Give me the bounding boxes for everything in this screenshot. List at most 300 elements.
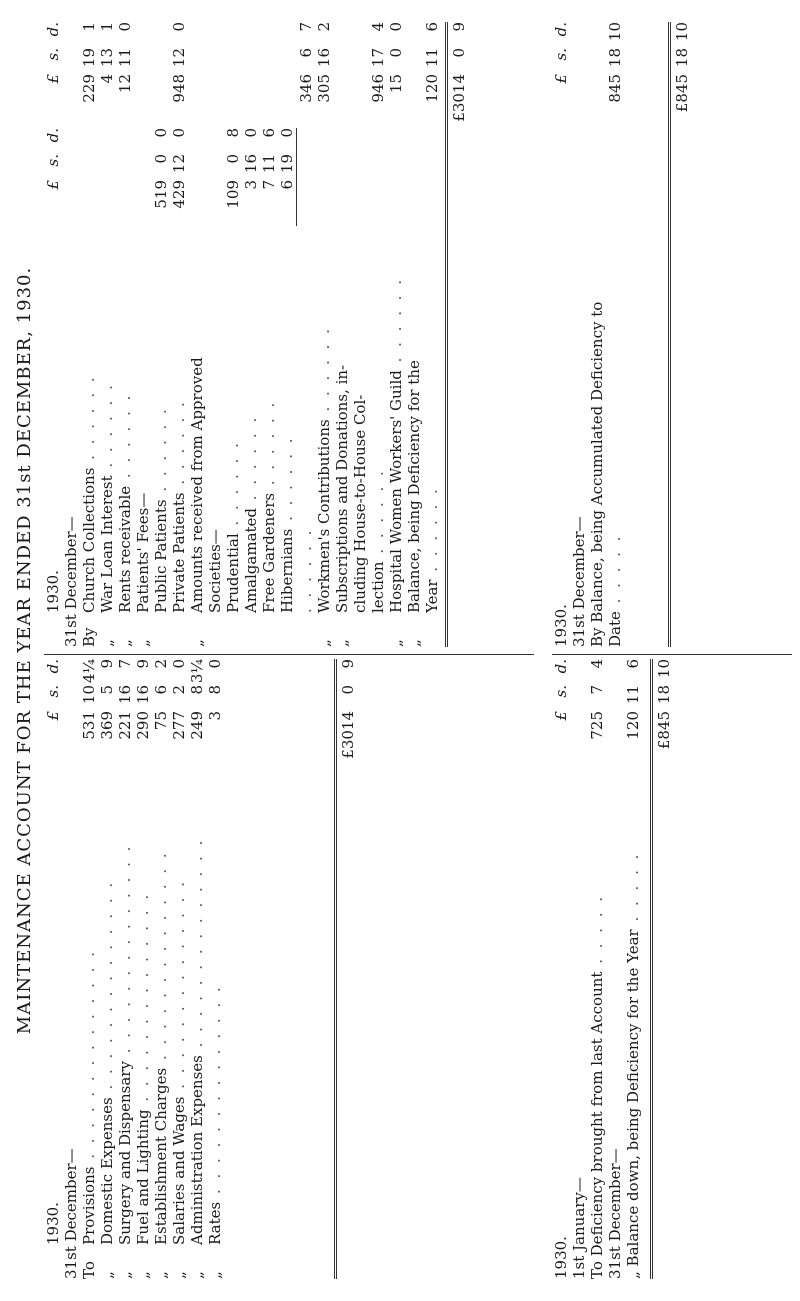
row-label: To Deficiency brought from last Account . . . . . [588,893,606,1279]
row-pounds [606,711,624,757]
row-label: Administration Expenses . . . . . . . . . . . . . . [188,837,206,1245]
expenditure-year: 1930. [44,1202,62,1245]
row-label-text: Societies— [206,529,224,613]
row-label-text: By Balance, being Accumulated Deficiency to [588,301,606,647]
row-sub-pence [333,128,351,154]
row-sub-shillings: 0 [152,154,170,164]
row-label: Private Patients . . . . . . [170,399,188,613]
income-row [224,22,242,647]
income-row [116,22,134,647]
row-label-text: Salaries and Wages [170,1096,188,1245]
row-prefix: „ [98,1271,116,1279]
row-pence [333,22,351,48]
row-label [606,757,624,1279]
row-pence: 4 [368,22,387,32]
deficiency-row [606,22,624,647]
row-shillings [570,685,588,711]
row-pounds [405,74,423,120]
row-prefix [224,613,242,647]
row-sub-pounds [351,180,369,226]
row-shillings [606,685,624,711]
row-sub-shillings [98,154,116,180]
expenditure-row [170,659,188,1279]
row-label-text: Amalgamated [242,507,260,613]
row-sub-pounds [98,180,116,226]
row-label: Fuel and Lighting . . . . . . . . . . . . . . [134,891,152,1245]
income-row [423,22,441,647]
expenditure-total-table [334,659,357,1279]
row-label-text: Fuel and Lighting [134,1109,152,1245]
expenditure-row [134,659,152,1279]
income-column [44,22,534,647]
row-prefix: To [80,1261,98,1279]
row-sub-pence [387,128,405,154]
row-pence: 4 [588,659,606,669]
row-pounds: 290 [134,711,152,740]
expenditure-table [44,659,80,1279]
row-shillings: 12 [170,48,188,68]
row-sub-pounds [369,180,387,226]
row-label [570,757,588,1279]
row-shillings [278,48,297,74]
row-sub-pounds: 3 [242,180,260,190]
row-pence: 6 [422,22,441,32]
row-shillings [242,48,260,74]
deficiency-right-total-pounds: £845 [670,74,692,120]
row-shillings: 16 [134,685,152,705]
deficiency-right-col-pence: d. [552,22,570,37]
deficiency-right-total-pence: 10 [670,22,692,48]
row-pounds: 120 [624,711,642,740]
deficiency-right-total-shillings: 18 [670,48,692,74]
income-subcol-pence: d. [44,128,62,143]
deficiency-left-items [570,659,642,1279]
income-year: 1930. [44,570,62,613]
income-row [278,22,297,647]
row-label [405,226,423,613]
row-pounds: 531 [80,711,98,740]
row-prefix: 1st January— [570,1177,588,1279]
income-col-shillings: s. [44,48,62,61]
row-pence [260,22,278,48]
row-label-text: Date [606,611,624,647]
row-sub-pence: 6 [260,128,278,138]
row-sub-pence [98,128,116,154]
row-shillings [206,48,224,74]
row-prefix [242,613,260,647]
row-sub-shillings [351,154,369,180]
row-label-text: Prudential [224,533,242,613]
row-label-text: Public Patients [152,499,170,613]
row-label-text: Balance, being Deficiency for the [404,360,423,613]
row-label-text: To Deficiency brought from last Account [588,971,606,1279]
row-shillings: 17 [368,48,387,68]
income-total-table [445,22,468,647]
row-shillings [351,48,369,74]
expenditure-items [80,659,224,1279]
expenditure-column [44,659,534,1279]
row-sub-pounds: 519 [152,180,170,209]
deficiency-row [588,659,606,1279]
row-label-text: Rates [206,1201,224,1245]
maintenance-account [44,22,534,1279]
deficiency-left-col-pence: d. [552,659,570,674]
income-row [260,22,278,647]
deficiency-row [570,22,588,647]
row-pounds: 277 [170,711,188,740]
row-prefix [297,613,315,647]
row-sub-pounds [206,180,224,226]
row-label [134,226,152,613]
row-pounds [351,74,369,120]
row-label [570,120,588,647]
expenditure-row [206,659,224,1279]
row-prefix: By [80,627,98,647]
row-shillings: 19 [80,48,98,68]
row-pounds [188,74,206,120]
row-label: Workmen's Contributions . . . . . . [314,326,333,613]
row-prefix: „ [624,1271,642,1279]
row-label: . . . . . . [296,527,315,613]
row-label-text: Establishment Charges [152,1067,170,1245]
expenditure-row [80,659,98,1279]
income-row [242,22,260,647]
income-total-shillings: 0 [446,48,468,74]
row-pounds: 221 [116,711,134,740]
deficiency-row [624,659,642,1279]
row-label: Year . . . . . . [422,486,441,613]
row-label-text: Rents receivable [116,485,134,613]
row-pence: 2 [152,659,170,669]
row-prefix [351,613,369,647]
row-pounds [570,711,588,757]
row-pounds: 845 [606,74,624,103]
row-sub-pounds: 6 [278,180,296,190]
deficiency-left-total-pounds: £845 [652,711,674,757]
row-sub-pence: 8 [224,128,242,138]
col-pence: d. [44,659,62,674]
row-pounds [570,74,588,120]
row-label: Surgery and Dispensary . . . . . . . . . . . . . . [116,843,134,1245]
deficiency-left-total-table [650,659,673,1279]
deficiency-row [606,659,624,1279]
income-col-pounds: £ [44,74,62,84]
row-pounds: 369 [98,711,116,740]
row-label [351,226,369,613]
row-pence: 0 [116,22,134,32]
row-prefix: 31st December— [570,516,588,647]
row-label: Provisions . . . . . . . . . . . . . . [80,949,98,1245]
row-sub-pence: 0 [242,128,260,138]
row-label: Hibernians . . . . . . [278,435,296,613]
row-prefix: „ [332,639,351,647]
row-label [588,120,606,647]
row-pounds: 346 [296,74,315,103]
row-pence: 2 [314,22,333,32]
row-shillings [588,48,606,74]
deficiency-left-col-shillings: s. [552,685,570,698]
row-shillings: 0 [386,48,405,58]
row-shillings: 18 [606,48,624,68]
row-prefix: „ [206,1271,224,1279]
row-shillings [405,48,423,74]
income-row [387,22,405,647]
row-prefix: „ [188,1271,206,1279]
row-label: Domestic Expenses . . . . . . . . . . . . . . [98,879,116,1245]
deficiency-right-column [552,22,792,647]
row-sub-pounds [405,180,423,226]
row-label-text: Hospital Women Workers' Guild [386,370,405,613]
row-pence [188,22,206,48]
income-row [188,22,206,647]
row-prefix [260,613,278,647]
row-label-text: Private Patients [170,492,188,613]
row-label: Rents receivable . . . . . . [116,392,134,613]
row-pounds: 946 [368,74,387,103]
row-pence [152,22,170,48]
income-col-pence: d. [44,22,62,37]
row-sub-shillings: 19 [278,154,296,174]
row-sub-shillings [333,154,351,180]
row-pence [570,659,588,685]
row-pounds [152,74,170,120]
row-pounds: 15 [386,74,405,94]
row-sub-pence [423,128,441,154]
deficiency-right-col-shillings: s. [552,48,570,61]
row-pence: 1 [80,22,98,32]
row-label: Salaries and Wages . . . . . . . . . . . . . . [170,879,188,1245]
row-pence [351,22,369,48]
deficiency-left-col-pounds: £ [552,711,570,721]
row-prefix: „ [170,1271,188,1279]
row-pence [405,22,423,48]
row-shillings [333,48,351,74]
row-label-text: Year [422,579,441,613]
row-label-text: cluding House-to-House Col- [350,394,369,613]
row-pence [224,22,242,48]
row-sub-pounds: 7 [260,180,278,190]
col-shillings: s. [44,685,62,698]
deficiency-right-header [552,22,570,647]
row-prefix [206,613,224,647]
row-pence: 0 [170,659,188,669]
row-sub-pounds [333,180,351,226]
row-label-text: Domestic Expenses [98,1097,116,1245]
expenditure-total-shillings: 0 [336,685,358,711]
row-sub-shillings [206,154,224,180]
row-prefix: „ [116,639,134,647]
row-prefix [369,613,387,647]
column-divider [44,654,534,655]
row-prefix [170,613,188,647]
row-label: Church Collections . . . . . . [80,374,98,613]
row-label: Free Gardeners . . . . . . [260,399,278,613]
row-pence: 0 [386,22,405,32]
row-shillings: 11 [624,685,642,705]
income-total-pounds: £3014 [446,74,468,122]
row-shillings [570,48,588,74]
row-label-text: War Loan Interest [98,475,116,613]
row-label: Rates . . . . . . . . . . . . . . [206,984,224,1245]
expenditure-total-pounds: £3014 [336,711,358,759]
row-pounds: 725 [588,711,606,740]
row-sub-pounds [315,180,333,226]
income-row [152,22,170,647]
income-subcol-pounds: £ [44,180,62,190]
income-row [405,22,423,647]
col-pounds: £ [44,711,62,721]
row-sub-shillings [297,154,315,180]
row-pounds: 948 [170,74,188,103]
row-pounds [206,74,224,120]
row-pounds: 12 [116,74,134,94]
row-label: Public Patients . . . . . . [152,406,170,613]
row-pence [206,22,224,48]
row-shillings [134,48,152,74]
row-label: Amalgamated . . . . . . [242,414,260,613]
row-pounds [242,74,260,120]
row-label: „ Balance down, being Deficiency for the Year . . . . . [624,851,642,1279]
row-pence: 9 [134,659,152,669]
row-prefix [423,613,441,647]
row-sub-shillings [405,154,423,180]
row-sub-pence [315,128,333,154]
row-shillings: 2 [170,685,188,695]
row-pence: 6 [624,659,642,669]
row-pence [134,22,152,48]
income-row [170,22,188,647]
row-sub-shillings [387,154,405,180]
income-row [98,22,116,647]
row-sub-pence [369,128,387,154]
row-sub-shillings [188,154,206,180]
row-pounds: 3 [206,711,224,721]
row-shillings: 16 [116,685,134,705]
row-sub-shillings: 0 [224,154,242,164]
deficiency-left-total-shillings: 18 [652,685,674,711]
row-pence: 10 [606,22,624,42]
row-sub-pence [206,128,224,154]
row-label: War Loan Interest . . . . . . [98,382,116,613]
row-prefix: „ [116,1271,134,1279]
row-sub-shillings: 11 [260,154,278,174]
row-shillings: 5 [98,685,116,695]
row-pence: 9 [98,659,116,669]
row-sub-shillings [134,154,152,180]
row-pence: 3¼ [188,659,206,684]
row-label-text: Subscriptions and Donations, in- [332,364,351,613]
row-prefix: „ [134,1271,152,1279]
row-label [188,226,206,613]
row-sub-pence: 0 [152,128,170,138]
row-sub-shillings [369,154,387,180]
row-label-text: Administration Expenses [188,1055,206,1245]
row-label [333,226,351,613]
row-sub-shillings [80,154,98,180]
row-shillings: 10 [80,685,98,705]
row-sub-pence [351,128,369,154]
row-sub-shillings: 12 [170,154,188,174]
row-pounds [278,74,297,120]
row-sub-pence [116,128,134,154]
row-pence [242,22,260,48]
income-date: 31st December— [62,516,80,647]
row-label-text: Amounts received from Approved [188,357,206,613]
row-pounds: 305 [314,74,333,103]
row-sub-pence [80,128,98,154]
row-pence: 1 [98,22,116,32]
row-label-text: Provisions [80,1166,98,1245]
row-pence: 0 [170,22,188,32]
row-shillings: 8 [206,685,224,695]
row-shillings: 6 [152,685,170,695]
expenditure-row [188,659,206,1279]
row-label-text: lection [368,561,387,613]
row-pounds [588,74,606,120]
row-shillings: 11 [422,48,441,68]
expenditure-total-pence: 9 [336,659,358,685]
row-sub-pence [405,128,423,154]
income-row [297,22,315,647]
row-shillings: 6 [296,48,315,58]
row-sub-pence [134,128,152,154]
row-label-text: Patients' Fees— [134,492,152,613]
row-sub-pounds [188,180,206,226]
expenditure-row [152,659,170,1279]
expenditure-row [98,659,116,1279]
deficiency-divider [552,654,792,655]
row-shillings: 13 [98,48,116,68]
row-sub-pounds [297,180,315,226]
income-row [206,22,224,647]
row-label [206,226,224,613]
income-row [80,22,98,647]
row-sub-shillings [116,154,134,180]
income-row [351,22,369,647]
row-shillings [152,48,170,74]
row-sub-pounds [423,180,441,226]
row-prefix: „ [98,639,116,647]
deficiency-left-year: 1930. [552,1236,570,1279]
row-pounds: 229 [80,74,98,103]
row-sub-pounds: 109 [224,180,242,209]
row-label: lection . . . . . . [368,468,387,613]
row-label-text: Hibernians [278,528,296,613]
row-sub-pence [188,128,206,154]
row-label-text: Church Collections [80,467,98,613]
row-shillings [224,48,242,74]
row-label: Date . . . . . [606,533,624,647]
row-pounds [333,74,351,120]
income-subcol-shillings: s. [44,154,62,167]
row-prefix: „ [152,1271,170,1279]
row-prefix [152,613,170,647]
row-shillings [260,48,278,74]
row-pounds [224,74,242,120]
row-sub-pence: 0 [278,128,296,138]
row-prefix: „ [386,639,405,647]
row-label-text: Free Gardeners [260,492,278,613]
deficiency-left-column [552,659,792,1279]
row-sub-shillings [315,154,333,180]
row-pounds: 75 [152,711,170,731]
deficiency-account [552,22,792,1279]
expenditure-row [116,659,134,1279]
income-header-table [44,22,80,647]
row-pence: 7 [296,22,315,32]
deficiency-left-total-pence: 10 [652,659,674,685]
row-prefix: 31st December— [606,1148,624,1279]
